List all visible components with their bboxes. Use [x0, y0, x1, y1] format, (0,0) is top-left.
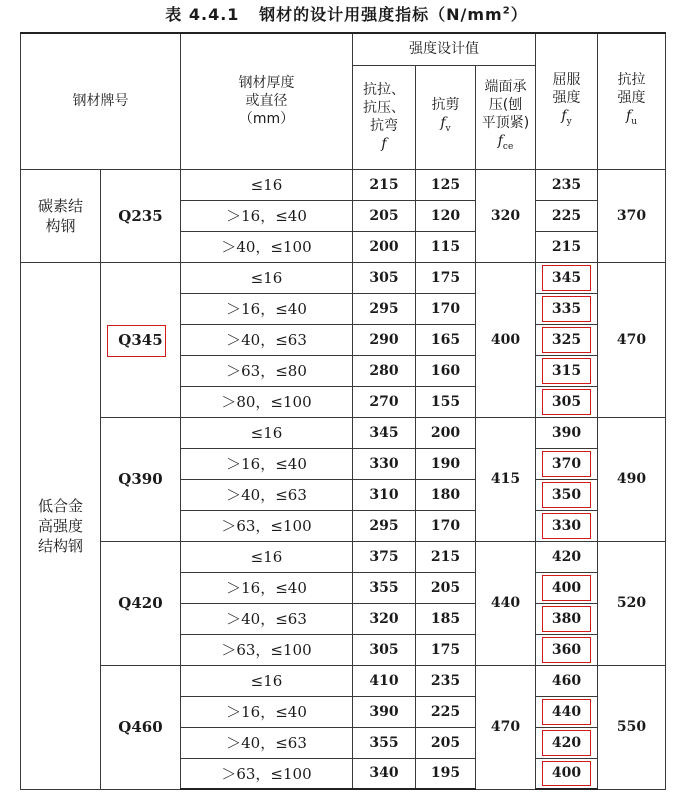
fu-cell: 520 [598, 541, 666, 665]
thickness-cell: ＞63，≤100 [181, 758, 353, 789]
fy-cell: 350 [536, 479, 598, 510]
header-steel-grade: 钢材牌号 [21, 33, 181, 169]
thickness-cell: ≤16 [181, 541, 353, 572]
f-cell: 330 [353, 448, 416, 479]
fy-cell: 370 [536, 448, 598, 479]
caption-title: 钢材的设计用强度指标（N/mm [259, 5, 503, 24]
f-cell: 305 [353, 634, 416, 665]
caption-sup: 2 [502, 5, 511, 17]
fv-cell: 205 [416, 727, 476, 758]
fy-cell: 440 [536, 696, 598, 727]
fv-cell: 185 [416, 603, 476, 634]
grade-q345: Q345 [101, 262, 181, 417]
thickness-cell: ≤16 [181, 665, 353, 696]
f-cell: 295 [353, 293, 416, 324]
fy-cell: 325 [536, 324, 598, 355]
f-cell: 410 [353, 665, 416, 696]
f-cell: 270 [353, 386, 416, 417]
f-cell: 295 [353, 510, 416, 541]
fy-cell: 330 [536, 510, 598, 541]
fv-cell: 235 [416, 665, 476, 696]
f-cell: 355 [353, 727, 416, 758]
header-tension: 抗拉、 抗压、 抗弯 f [353, 65, 416, 169]
fv-cell: 225 [416, 696, 476, 727]
f-cell: 340 [353, 758, 416, 789]
f-cell: 375 [353, 541, 416, 572]
fce-cell: 320 [476, 169, 536, 262]
fy-cell: 420 [536, 541, 598, 572]
fy-cell: 460 [536, 665, 598, 696]
fu-cell: 490 [598, 417, 666, 541]
fce-cell: 440 [476, 541, 536, 665]
thickness-cell: ＞16，≤40 [181, 572, 353, 603]
fv-cell: 125 [416, 169, 476, 200]
fce-cell: 400 [476, 262, 536, 417]
f-cell: 390 [353, 696, 416, 727]
fy-cell: 345 [536, 262, 598, 293]
table-row [21, 262, 666, 293]
thickness-cell: ＞40，≤63 [181, 479, 353, 510]
fv-cell: 115 [416, 231, 476, 262]
fv-cell: 195 [416, 758, 476, 789]
fy-cell: 225 [536, 200, 598, 231]
fu-cell: 370 [598, 169, 666, 262]
fy-cell: 335 [536, 293, 598, 324]
grade-q390: Q390 [101, 417, 181, 541]
grade-q460: Q460 [101, 665, 181, 789]
header-shear: 抗剪 $f_v$ [416, 65, 476, 169]
category-carbon: 碳素结 构钢 [21, 169, 101, 262]
fy-cell: 390 [536, 417, 598, 448]
header-yield: 屈服 强度 $f_y$ [536, 33, 598, 169]
table-row [21, 169, 666, 200]
thickness-cell: ≤16 [181, 262, 353, 293]
fy-cell: 305 [536, 386, 598, 417]
header-thickness: 钢材厚度 或直径 （mm） [181, 33, 353, 169]
fy-cell: 380 [536, 603, 598, 634]
fy-cell: 235 [536, 169, 598, 200]
f-cell: 305 [353, 262, 416, 293]
f-cell: 345 [353, 417, 416, 448]
fv-cell: 160 [416, 355, 476, 386]
strength-table [20, 32, 666, 790]
fy-cell: 400 [536, 572, 598, 603]
fu-cell: 550 [598, 665, 666, 789]
header-ultimate: 抗拉 强度 $f_u$ [598, 33, 666, 169]
fy-cell: 215 [536, 231, 598, 262]
thickness-cell: ＞40，≤63 [181, 324, 353, 355]
fv-cell: 165 [416, 324, 476, 355]
thickness-cell: ＞16，≤40 [181, 448, 353, 479]
thickness-cell: ＞40，≤100 [181, 231, 353, 262]
fy-cell: 360 [536, 634, 598, 665]
thickness-cell: ＞63，≤100 [181, 510, 353, 541]
table-row [21, 417, 666, 448]
f-cell: 320 [353, 603, 416, 634]
thickness-cell: ＞63，≤100 [181, 634, 353, 665]
fv-cell: 200 [416, 417, 476, 448]
f-cell: 290 [353, 324, 416, 355]
table-row [21, 541, 666, 572]
f-cell: 200 [353, 231, 416, 262]
f-cell: 355 [353, 572, 416, 603]
fv-cell: 170 [416, 293, 476, 324]
fce-cell: 415 [476, 417, 536, 541]
fv-cell: 175 [416, 262, 476, 293]
thickness-cell: ≤16 [181, 417, 353, 448]
header-design-value: 强度设计值 [353, 33, 536, 65]
thickness-cell: ＞16，≤40 [181, 696, 353, 727]
fu-cell: 470 [598, 262, 666, 417]
fv-cell: 170 [416, 510, 476, 541]
fy-cell: 315 [536, 355, 598, 386]
f-cell: 310 [353, 479, 416, 510]
fv-cell: 155 [416, 386, 476, 417]
table-caption [0, 2, 693, 25]
fy-cell: 400 [536, 758, 598, 789]
thickness-cell: ≤16 [181, 169, 353, 200]
fce-cell: 470 [476, 665, 536, 789]
f-cell: 215 [353, 169, 416, 200]
f-cell: 280 [353, 355, 416, 386]
grade-q420: Q420 [101, 541, 181, 665]
fv-cell: 205 [416, 572, 476, 603]
table-row [21, 665, 666, 696]
category-low-alloy: 低合金 高强度 结构钢 [21, 262, 101, 789]
thickness-cell: ＞80，≤100 [181, 386, 353, 417]
fv-cell: 180 [416, 479, 476, 510]
fv-cell: 175 [416, 634, 476, 665]
caption-suffix: ） [510, 5, 528, 24]
thickness-cell: ＞16，≤40 [181, 293, 353, 324]
fv-cell: 120 [416, 200, 476, 231]
grade-q235: Q235 [101, 169, 181, 262]
header-end-bearing: 端面承 压(刨 平顶紧) $f_{ce}$ [476, 65, 536, 169]
fy-cell: 420 [536, 727, 598, 758]
fv-cell: 215 [416, 541, 476, 572]
thickness-cell: ＞63，≤80 [181, 355, 353, 386]
caption-number: 表 4.4.1 [165, 5, 240, 24]
f-cell: 205 [353, 200, 416, 231]
thickness-cell: ＞40，≤63 [181, 727, 353, 758]
fv-cell: 190 [416, 448, 476, 479]
thickness-cell: ＞40，≤63 [181, 603, 353, 634]
thickness-cell: ＞16，≤40 [181, 200, 353, 231]
